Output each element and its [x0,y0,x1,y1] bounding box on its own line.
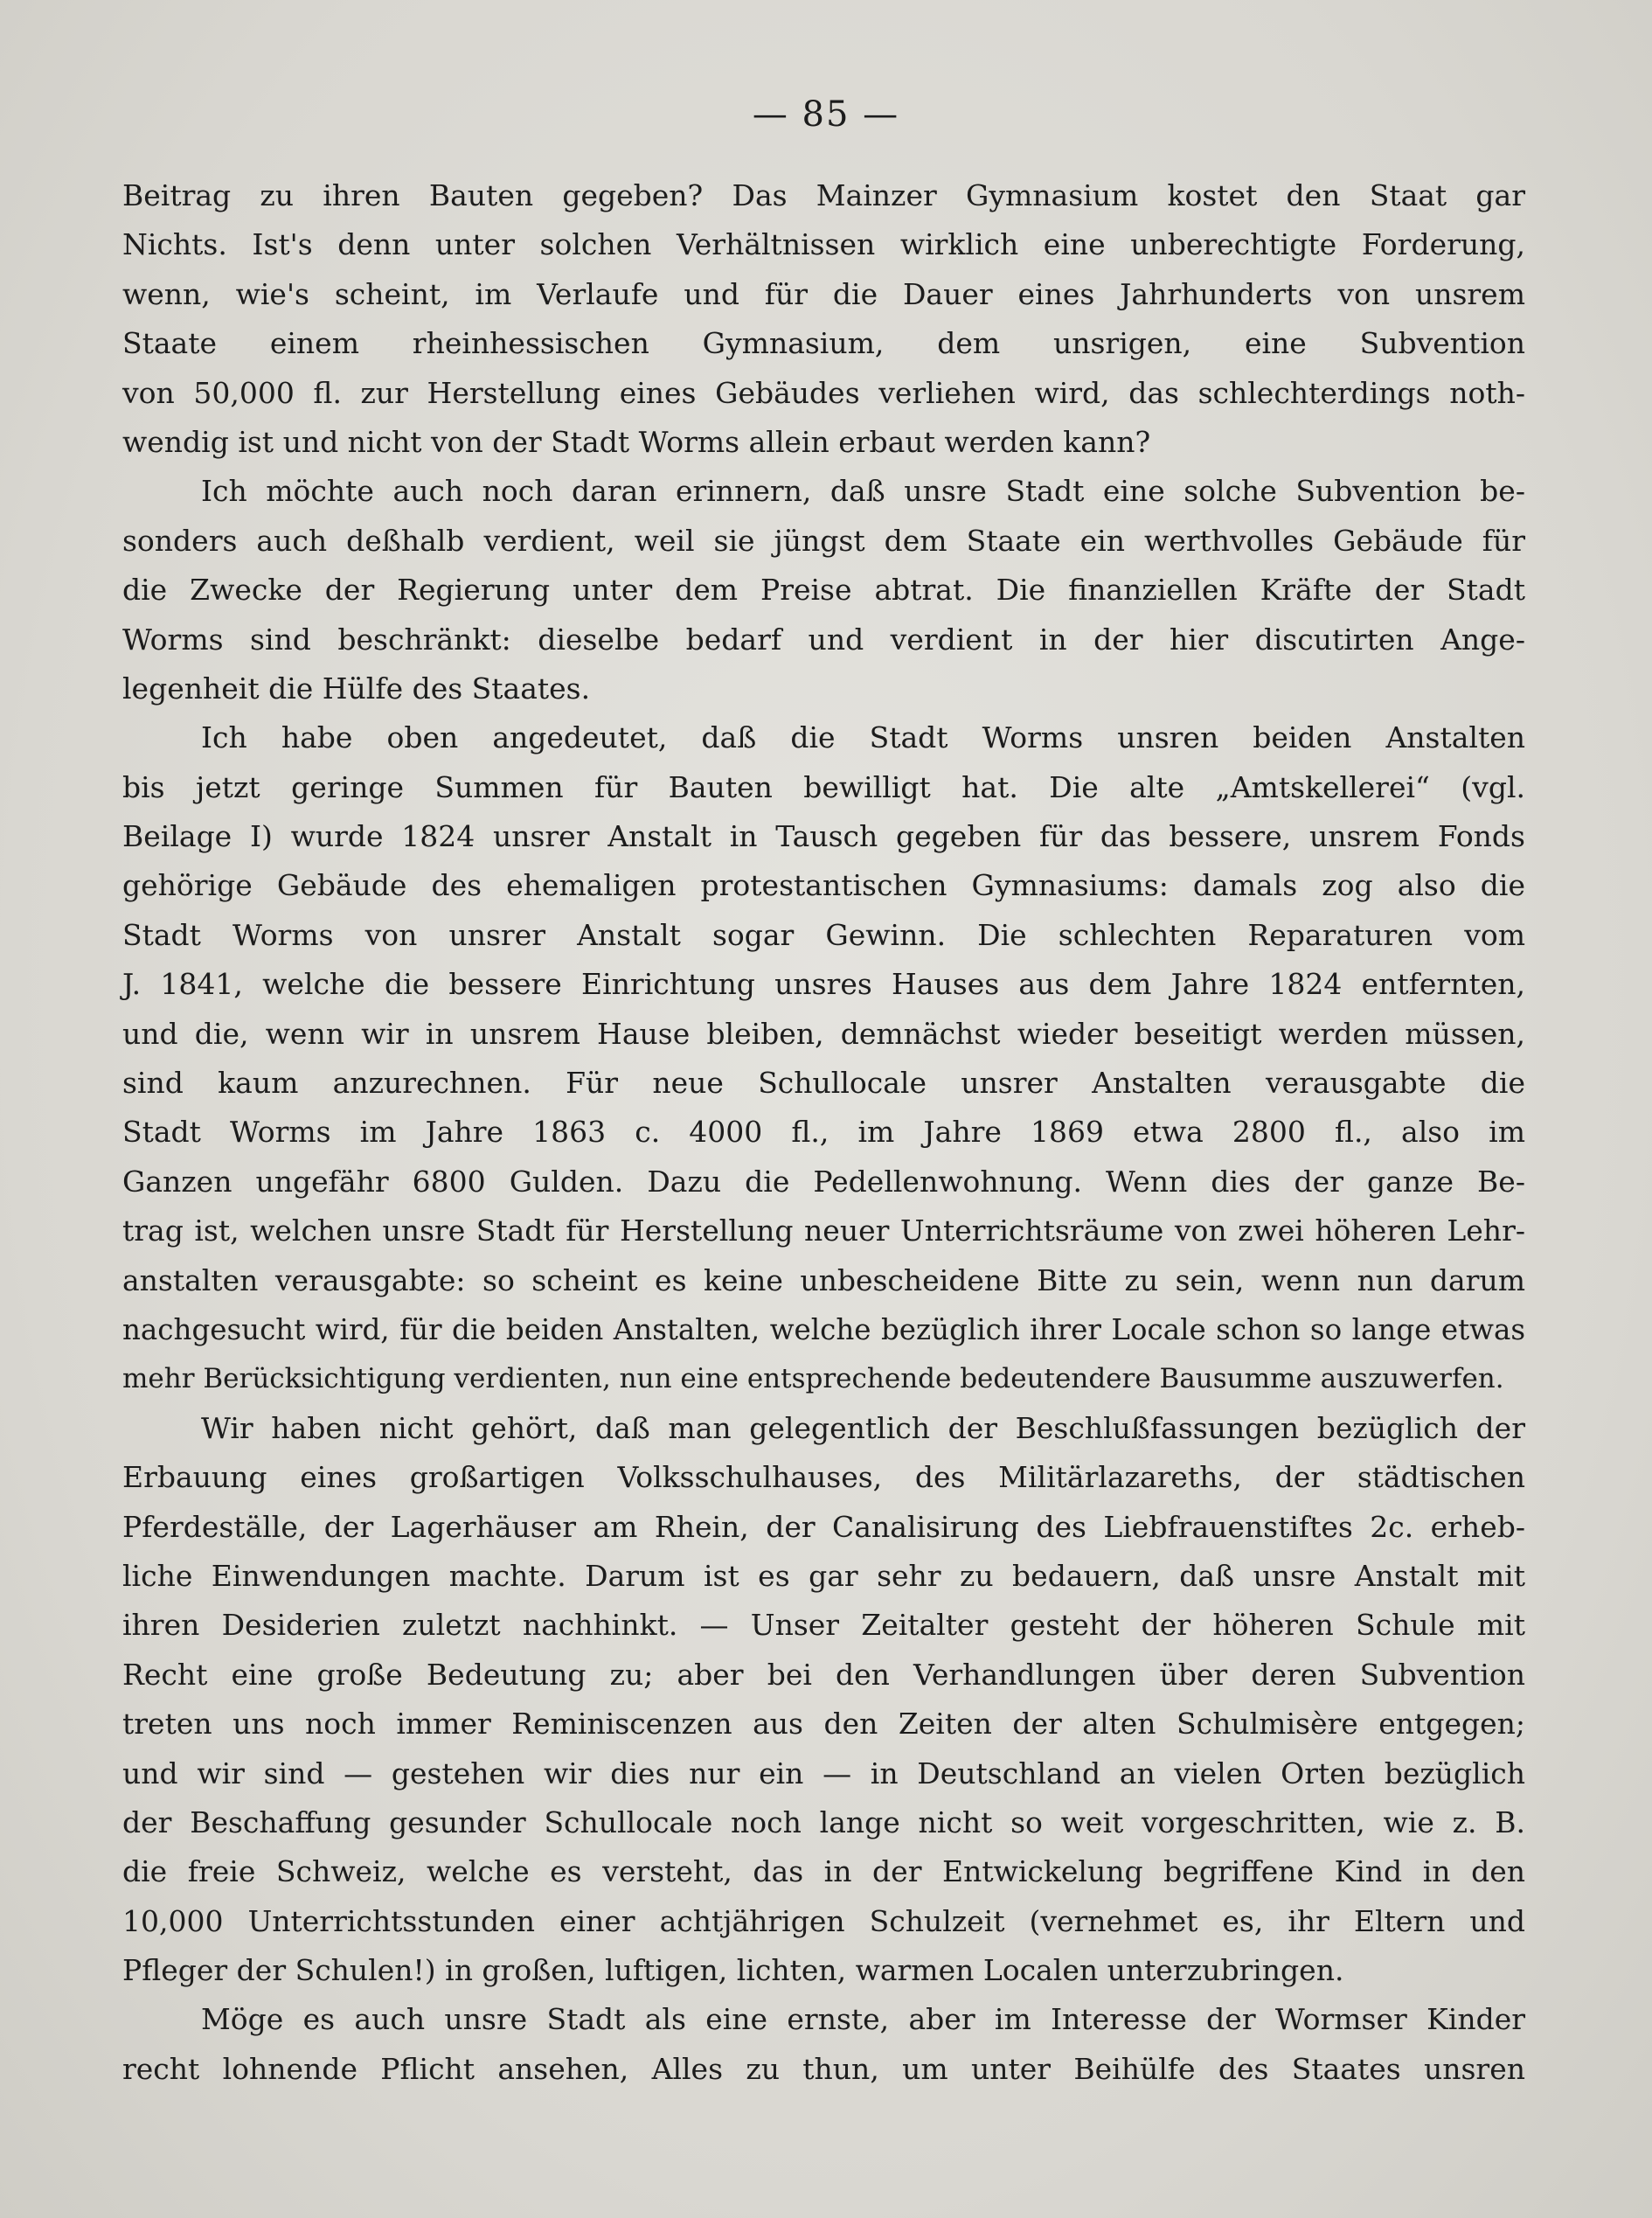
text-line: legenheit die Hülfe des Staates. [122,671,591,706]
text-line: anstalten verausgabte: so scheint es keine unbescheidene Bitte zu sein, wenn nun darum [122,1262,1525,1297]
text-line: ihren Desiderien zuletzt nachhinkt. — Unser Zeitalter gesteht der höheren Schule mit [122,1608,1525,1643]
text-line: Pferdeställe, der Lagerhäuser am Rhein, der Canalisirung des Liebfrauenstiftes 2c. erheb- [122,1509,1525,1544]
text-line: wendig ist und nicht von der Stadt Worms allein erbaut werden kann? [122,424,1151,459]
text-line: bis jetzt geringe Summen für Bauten bewilligt hat. Die alte „Amtskellerei“ (vgl. [122,769,1525,804]
text-line: Beilage I) wurde 1824 unsrer Anstalt in Tausch gegeben für das bessere, unsrem Fonds [122,819,1525,854]
text-line: die Zwecke der Regierung unter dem Preise abtrat. Die finanziellen Kräfte der Stadt [122,573,1525,608]
text-line: Worms sind beschränkt: dieselbe bedarf und verdient in der hier discutirten Ange- [122,622,1525,657]
text-line: liche Einwendungen machte. Darum ist es gar sehr zu bedauern, daß unsre Anstalt mit [122,1558,1525,1593]
text-line: sind kaum anzurechnen. Für neue Schullocale unsrer Anstalten verausgabte die [122,1066,1525,1101]
text-line: Ganzen ungefähr 6800 Gulden. Dazu die Pedellenwohnung. Wenn dies der ganze Be- [122,1164,1525,1199]
text-line: Pfleger der Schulen!) in großen, luftigen, lichten, warmen Localen unterzubringen. [122,1953,1344,1988]
page-number: — 85 — [752,94,900,135]
text-line: treten uns noch immer Reminiscenzen aus den Zeiten der alten Schulmisère entgegen; [122,1707,1525,1742]
text-line: Ich möchte auch noch daran erinnern, daß unsre Stadt eine solche Subvention be- [201,474,1525,509]
text-line: sonders auch deßhalb verdient, weil sie jüngst dem Staate ein werthvolles Gebäude für [122,523,1525,558]
text-line: und wir sind — gestehen wir dies nur ein — in Deutschland an vielen Orten bezüglich [122,1756,1525,1790]
text-line: recht lohnende Pflicht ansehen, Alles zu thun, um unter Beihülfe des Staates unsren [122,2051,1525,2086]
text-line: die freie Schweiz, welche es versteht, das in der Entwickelung begriffene Kind in den [122,1854,1525,1889]
text-line: Möge es auch unsre Stadt als eine ernste, aber im Interesse der Wormser Kinder [201,2002,1525,2037]
text-line: gehörige Gebäude des ehemaligen protestantischen Gymnasiums: damals zog also die [122,868,1525,903]
text-line: Recht eine große Bedeutung zu; aber bei den Verhandlungen über deren Subvention [122,1657,1525,1692]
body-text [122,171,1525,2094]
text-line: Nichts. Ist's denn unter solchen Verhältnissen wirklich eine unberechtigte Forderung, [122,227,1525,262]
text-line: Wir haben nicht gehört, daß man gelegentlich der Beschlußfassungen bezüglich der [201,1410,1525,1445]
text-line: Beitrag zu ihren Bauten gegeben? Das Mainzer Gymnasium kostet den Staat gar [122,178,1525,212]
text-line: Staate einem rheinhessischen Gymnasium, dem unsrigen, eine Subvention [122,326,1525,361]
text-line: und die, wenn wir in unsrem Hause bleiben, demnächst wieder beseitigt werden müssen, [122,1016,1525,1051]
text-line: nachgesucht wird, für die beiden Anstalten, welche bezüglich ihrer Locale schon so lange etwas [122,1312,1525,1346]
text-line: Ich habe oben angedeutet, daß die Stadt Worms unsren beiden Anstalten [201,720,1525,755]
text-line: Stadt Worms im Jahre 1863 c. 4000 fl., im Jahre 1869 etwa 2800 fl., also im [122,1115,1525,1150]
text-line: von 50,000 fl. zur Herstellung eines Gebäudes verliehen wird, das schlechterdings noth- [122,375,1525,410]
text-line: Stadt Worms von unsrer Anstalt sogar Gewinn. Die schlechten Reparaturen vom [122,917,1525,952]
text-line: trag ist, welchen unsre Stadt für Herstellung neuer Unterrichtsräume von zwei höheren Lehr- [122,1213,1525,1248]
text-line: Erbauung eines großartigen Volksschulhauses, des Militärlazareths, der städtischen [122,1460,1525,1495]
text-line: wenn, wie's scheint, im Verlaufe und für die Dauer eines Jahrhunderts von unsrem [122,276,1525,311]
text-line: der Beschaffung gesunder Schullocale noch lange nicht so weit vorgeschritten, wie z. B. [122,1804,1525,1839]
text-line: J. 1841, welche die bessere Einrichtung unsres Hauses aus dem Jahre 1824 entfernten, [122,967,1525,1002]
text-line: mehr Berücksichtigung verdienten, nun eine entsprechende bedeutendere Bausumme auszuwerfen. [122,1363,1504,1395]
text-line: 10,000 Unterrichtsstunden einer achtjährigen Schulzeit (vernehmet es, ihr Eltern und [122,1903,1525,1938]
